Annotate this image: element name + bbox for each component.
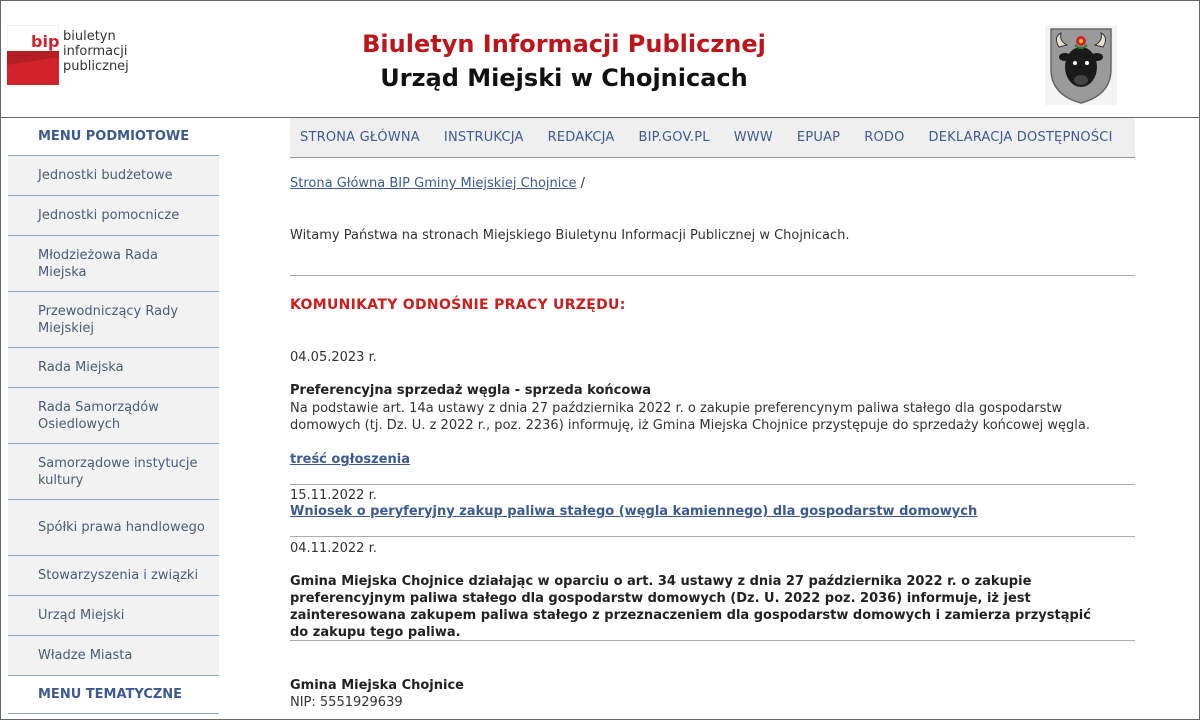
- notice2-link[interactable]: Wniosek o peryferyjny zakup paliwa stałego (węgla kamiennego) dla gospodarstw domowych: [290, 504, 978, 519]
- nav-epuap[interactable]: EPUAP: [796, 130, 841, 145]
- top-navigation: [290, 118, 1135, 158]
- bip-logo-text: [63, 29, 187, 74]
- nav-bip-gov-pl[interactable]: BIP.GOV.PL: [638, 130, 710, 145]
- sidebar-item-spolki-prawa[interactable]: Spółki prawa handlowego: [8, 500, 219, 556]
- sidebar-item-urzad-miejski[interactable]: Urząd Miejski: [8, 596, 219, 636]
- sidebar-item-rada-samorzadow[interactable]: Rada Samorządów Osiedlowych: [8, 388, 219, 444]
- sidebar-item-jednostki-budzetowe[interactable]: Jednostki budżetowe: [8, 156, 219, 196]
- notice3-date: 04.11.2022 r.: [290, 541, 377, 556]
- sidebar-item-mlodziezowa-rada[interactable]: Młodzieżowa Rada Miejska: [8, 236, 219, 292]
- bip-flag-icon: [7, 25, 59, 85]
- sidebar-item-stowarzyszenia[interactable]: Stowarzyszenia i związki: [8, 556, 219, 596]
- divider: [290, 536, 1135, 537]
- nav-rodo[interactable]: RODO: [864, 130, 905, 145]
- notice1-body: Na podstawie art. 14a ustawy z dnia 27 października 2022 r. o zakupie preferencynym paliwa stałego dla gospodarstw domowych (tj. Dz. U. z 2022 r., poz. 2236) informuję, iż Gmina Miejska Chojnice przystępuje do sprzedaży końcowej węgla.: [290, 401, 1090, 433]
- nav-instrukcja[interactable]: INSTRUKCJA: [443, 130, 524, 145]
- notice1-title: Preferencyjna sprzedaż węgla - sprzeda końcowa: [290, 383, 652, 398]
- bip-logo-line1: biuletyn: [63, 29, 116, 44]
- welcome-text: Witamy Państwa na stronach Miejskiego Biuletynu Informacji Publicznej w Chojnicach.: [290, 228, 850, 243]
- divider: [290, 275, 1135, 276]
- footer-nip: NIP: 5551929639: [290, 695, 403, 710]
- bip-logo-line2: informacji publicznej: [63, 44, 129, 74]
- sidebar-heading-tematyczne: MENU TEMATYCZNE: [8, 676, 219, 714]
- bip-mark-text: bip: [31, 32, 59, 51]
- breadcrumb-home-link[interactable]: Strona Główna BIP Gminy Miejskiej Chojnice: [290, 176, 577, 191]
- bip-logo[interactable]: [7, 25, 187, 87]
- divider: [290, 640, 1135, 641]
- site-title: Biuletyn Informacji Publicznej: [362, 30, 766, 58]
- notice1-date: 04.05.2023 r.: [290, 350, 377, 365]
- sidebar-item-przewodniczacy-rady[interactable]: Przewodniczący Rady Miejskiej: [8, 292, 219, 348]
- nav-deklaracja-dostepnosci[interactable]: DEKLARACJA DOSTĘPNOŚCI: [928, 130, 1113, 145]
- notice2-date: 15.11.2022 r.: [290, 488, 377, 503]
- nav-www[interactable]: WWW: [733, 130, 773, 145]
- divider: [290, 484, 1135, 485]
- footer-org-name: Gmina Miejska Chojnice: [290, 678, 464, 693]
- sidebar-item-instytucje-kultury[interactable]: Samorządowe instytucje kultury: [8, 444, 219, 500]
- sidebar-item-jednostki-pomocnicze[interactable]: Jednostki pomocnicze: [8, 196, 219, 236]
- breadcrumb-separator: /: [580, 176, 586, 191]
- nav-redakcja[interactable]: REDAKCJA: [547, 130, 615, 145]
- nav-strona-glowna[interactable]: STRONA GŁÓWNA: [300, 130, 420, 145]
- notice1-link[interactable]: treść ogłoszenia: [290, 452, 411, 467]
- chojnice-coat-of-arms-icon: [1045, 25, 1117, 105]
- sidebar-item-wladze-miasta[interactable]: Władze Miasta: [8, 636, 219, 676]
- breadcrumb: [290, 176, 585, 191]
- komunikaty-heading: KOMUNIKATY ODNOŚNIE PRACY URZĘDU:: [290, 297, 626, 313]
- site-subtitle: Urząd Miejski w Chojnicach: [380, 64, 748, 92]
- sidebar: [8, 118, 219, 718]
- sidebar-heading-podmiotowe: MENU PODMIOTOWE: [8, 118, 219, 156]
- sidebar-item-rada-miejska[interactable]: Rada Miejska: [8, 348, 219, 388]
- site-header: [1, 1, 1199, 118]
- notice3-body: Gmina Miejska Chojnice działając w oparciu o art. 34 ustawy z dnia 27 października 2022 r. o zakupie preferencyjnym paliwa stałego dla gospodarstw domowych (Dz. U. 2022 poz. 2036) informuje, iż jest zainteresowana zakupem paliwa stałego z przeznaczeniem dla gospodarstw domowych i zamierza przystąpić do zakupu tego paliwa.: [290, 574, 1091, 640]
